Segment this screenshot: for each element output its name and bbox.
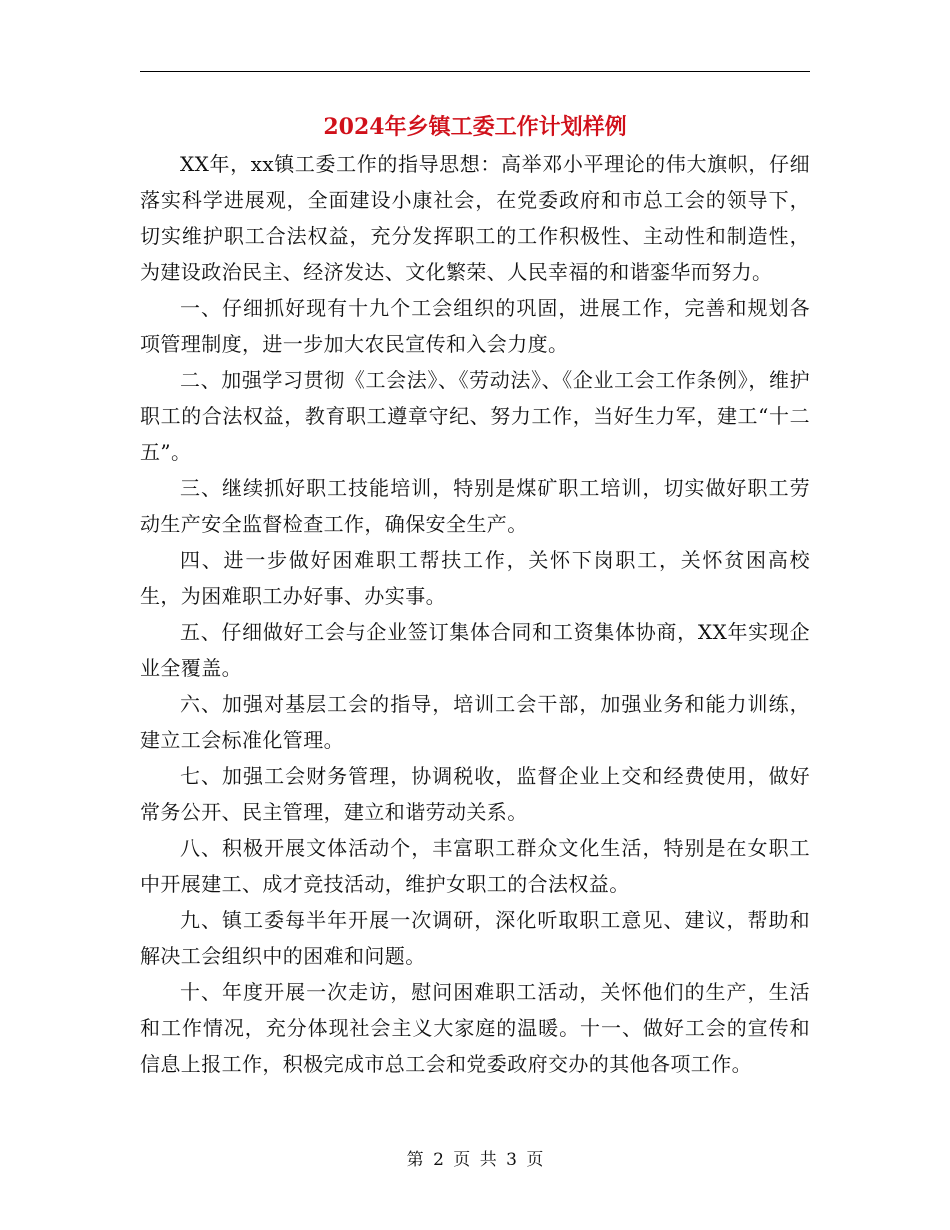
paragraph-item-3: 三、继续抓好职工技能培训，特别是煤矿职工培训，切实做好职工劳动生产安全监督检查工作，确保安全生产。 xyxy=(140,476,810,536)
document-body xyxy=(140,146,810,1082)
paragraph-item-8: 八、积极开展文体活动个，丰富职工群众文化生活，特别是在女职工中开展建工、成才竞技活动，维护女职工的合法权益。 xyxy=(140,836,810,896)
paragraph-item-9: 九、镇工委每半年开展一次调研，深化听取职工意见、建议，帮助和解决工会组织中的困难和问题。 xyxy=(140,908,810,968)
header-rule xyxy=(140,71,810,72)
paragraph-guiding-ideology: XX年，xx镇工委工作的指导思想：高举邓小平理论的伟大旗帜，仔细落实科学进展观，全面建设小康社会，在党委政府和市总工会的领导下，切实维护职工合法权益，充分发挥职工的工作积极性、主动性和制造性，为建设政治民主、经济发达、文化繁荣、人民幸福的和谐銮华而努力。 xyxy=(140,152,810,284)
paragraph-item-6: 六、加强对基层工会的指导，培训工会干部，加强业务和能力训练，建立工会标准化管理。 xyxy=(140,692,810,752)
paragraph-item-10: 十、年度开展一次走访，慰问困难职工活动，关怀他们的生产，生活和工作情况，充分体现社会主义大家庭的温暖。十一、做好工会的宣传和信息上报工作，积极完成市总工会和党委政府交办的其他各项工作。 xyxy=(140,980,810,1076)
document-title: 2024年乡镇工委工作计划样例 xyxy=(323,114,627,140)
paragraph-item-2: 二、加强学习贯彻《工会法》、《劳动法》、《企业工会工作条例》，维护职工的合法权益，教育职工遵章守纪、努力工作，当好生力军，建工“十二五”。 xyxy=(140,368,810,464)
paragraph-item-7: 七、加强工会财务管理，协调税收，监督企业上交和经费使用，做好常务公开、民主管理，建立和谐劳动关系。 xyxy=(140,764,810,824)
page-number-footer: 第 2 页 共 3 页 xyxy=(406,1150,544,1170)
paragraph-item-1: 一、仔细抓好现有十九个工会组织的巩固，进展工作，完善和规划各项管理制度，进一步加大农民宣传和入会力度。 xyxy=(140,296,810,356)
paragraph-item-4: 四、进一步做好困难职工帮扶工作，关怀下岗职工，关怀贫困高校生，为困难职工办好事、办实事。 xyxy=(140,548,810,608)
paragraph-item-5: 五、仔细做好工会与企业签订集体合同和工资集体协商，XX年实现企业全覆盖。 xyxy=(140,620,810,680)
